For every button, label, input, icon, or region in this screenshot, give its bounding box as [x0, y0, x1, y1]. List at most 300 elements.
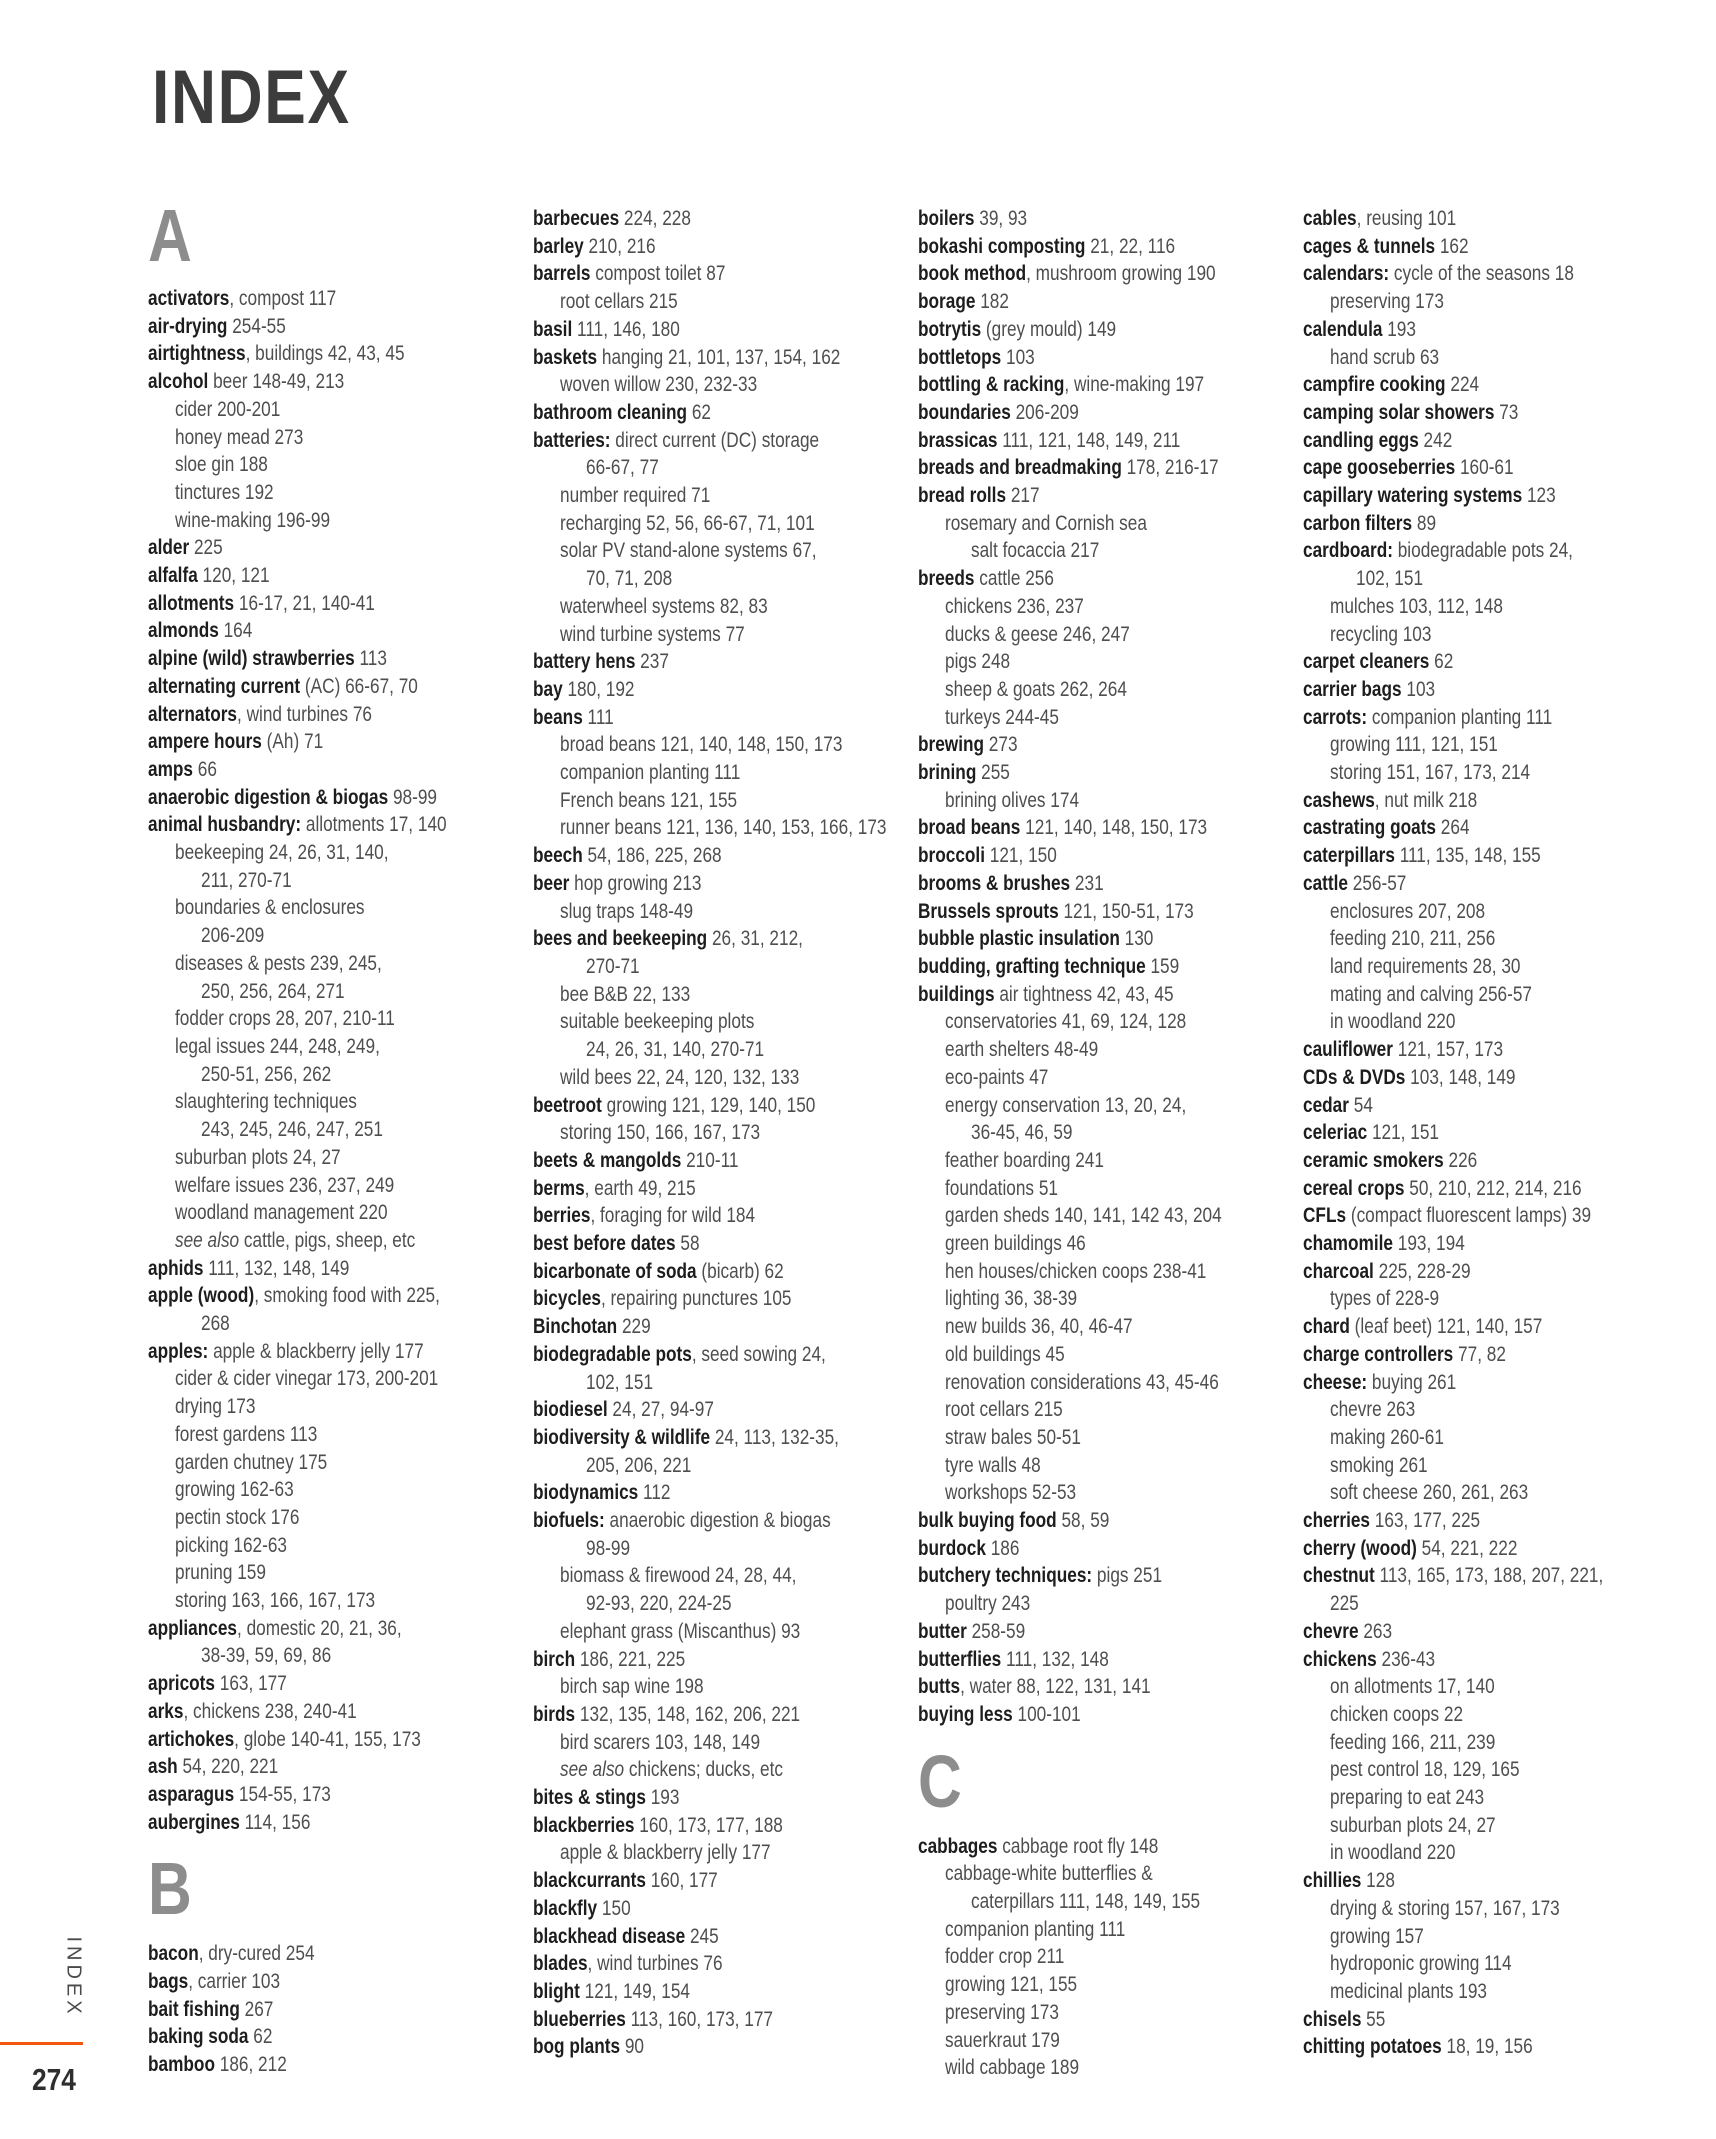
entry-locators: 111, 132, 148 — [1001, 1647, 1109, 1671]
entry-locators: 164 — [218, 619, 253, 643]
entry-locators: rosemary and Cornish sea — [945, 511, 1147, 535]
entry-locators: fodder crop 211 — [945, 1945, 1065, 1969]
entry-headword: allotments — [148, 591, 235, 615]
index-entry — [918, 454, 1234, 482]
index-subentry — [945, 1452, 1239, 1480]
index-subentry — [945, 1341, 1239, 1369]
page-title: INDEX — [152, 55, 351, 140]
entry-headword: barrels — [533, 262, 591, 286]
entry-locators: cattle, pigs, sheep, etc — [239, 1228, 416, 1252]
index-subentry — [971, 1119, 1243, 1147]
entry-headword: alternators — [148, 702, 238, 726]
entry-locators: workshops 52-53 — [945, 1481, 1077, 1505]
index-subentry — [1330, 759, 1624, 787]
entry-headword: charcoal — [1303, 1259, 1374, 1283]
index-subentry — [1330, 1424, 1624, 1452]
entry-locators: land requirements 28, 30 — [1330, 954, 1521, 978]
entry-locators: 114, 156 — [239, 1810, 311, 1834]
index-entry — [533, 1646, 849, 1674]
entry-locators: (AC) 66-67, 70 — [300, 674, 418, 698]
entry-headword: broad beans — [918, 816, 1021, 840]
entry-headword: boundaries — [918, 400, 1011, 424]
index-subentry — [1330, 1895, 1624, 1923]
entry-locators: , nut milk 218 — [1374, 788, 1478, 812]
index-entry — [148, 811, 464, 839]
index-subentry — [945, 1424, 1239, 1452]
index-subentry — [1330, 1839, 1624, 1867]
entry-locators: (leaf beet) 121, 140, 157 — [1349, 1315, 1543, 1339]
entry-headword: apricots — [148, 1672, 215, 1696]
entry-locators: 186, 221, 225 — [575, 1647, 686, 1671]
entry-locators: 178, 216-17 — [1121, 456, 1219, 480]
entry-locators: drying & storing 157, 167, 173 — [1330, 1896, 1560, 1920]
entry-headword: bubble plastic insulation — [918, 927, 1120, 951]
entry-headword: bees and beekeeping — [533, 927, 708, 951]
entry-headword: chitting potatoes — [1303, 2035, 1442, 2059]
index-subentry — [1330, 731, 1624, 759]
entry-locators: medicinal plants 193 — [1330, 1980, 1487, 2003]
entry-locators: number required 71 — [560, 484, 711, 508]
entry-locators: 226 — [1443, 1148, 1478, 1172]
index-subentry — [175, 950, 469, 978]
index-entry — [533, 1258, 849, 1286]
index-subentry — [945, 1036, 1239, 1064]
entry-headword: chamomile — [1303, 1232, 1393, 1256]
index-subentry — [1330, 1285, 1624, 1313]
entry-locators: 111, 135, 148, 155 — [1394, 844, 1541, 868]
entry-headword: campfire cooking — [1303, 373, 1446, 397]
entry-headword: beech — [533, 844, 583, 868]
entry-locators: , carrier 103 — [188, 1970, 281, 1994]
index-subentry — [1330, 898, 1624, 926]
index-entry — [533, 1147, 849, 1175]
entry-locators: 206-209 — [201, 924, 265, 948]
entry-locators: feeding 166, 211, 239 — [1330, 1730, 1496, 1754]
entry-locators: 102, 151 — [1356, 567, 1424, 591]
index-entry — [1303, 427, 1619, 455]
entry-locators: conservatories 41, 69, 124, 128 — [945, 1010, 1187, 1034]
entry-headword: biofuels: — [533, 1509, 605, 1533]
entry-headword: aphids — [148, 1256, 204, 1280]
index-subentry — [586, 1369, 858, 1397]
entry-headword: bottling & racking — [918, 373, 1065, 397]
index-entry — [918, 870, 1234, 898]
index-entry — [918, 1833, 1234, 1861]
entry-locators: suburban plots 24, 27 — [1330, 1813, 1496, 1837]
entry-headword: castrating goats — [1303, 816, 1437, 840]
index-subentry — [201, 867, 473, 895]
index-entry — [918, 288, 1234, 316]
entry-headword: carpet cleaners — [1303, 650, 1430, 674]
entry-locators: , compost 117 — [229, 287, 337, 310]
entry-locators: eco-paints 47 — [945, 1065, 1049, 1089]
entry-locators: 255 — [976, 761, 1010, 785]
entry-locators: cycle of the seasons 18 — [1389, 262, 1574, 286]
entry-headword: breeds — [918, 567, 975, 591]
entry-locators: legal issues 244, 248, 249, — [175, 1034, 380, 1058]
entry-locators: feather boarding 241 — [945, 1148, 1104, 1172]
entry-headword: beets & mangolds — [533, 1148, 682, 1172]
index-entry — [148, 1940, 464, 1968]
entry-locators: smoking 261 — [1330, 1453, 1428, 1477]
entry-locators: 150 — [597, 1896, 631, 1920]
entry-locators: 111 — [582, 705, 614, 729]
index-subentry — [1330, 288, 1624, 316]
index-subentry — [945, 1147, 1239, 1175]
index-subentry — [560, 1562, 854, 1590]
index-subentry — [175, 839, 469, 867]
entry-headword: alcohol — [148, 370, 209, 394]
index-subentry — [945, 704, 1239, 732]
entry-locators: 66-67, 77 — [586, 456, 659, 480]
entry-locators: 193 — [645, 1786, 680, 1810]
entry-locators: 111, 132, 148, 149 — [203, 1256, 350, 1280]
index-entry — [1303, 1618, 1619, 1646]
entry-locators: waterwheel systems 82, 83 — [560, 594, 768, 618]
index-entry — [918, 482, 1234, 510]
index-entry — [533, 1230, 849, 1258]
index-entry — [148, 1809, 464, 1837]
entry-headword: calendula — [1303, 317, 1383, 341]
index-entry — [918, 344, 1234, 372]
entry-locators: , chickens 238, 240-41 — [183, 1699, 357, 1723]
index-entry — [148, 645, 464, 673]
index-subentry — [1330, 953, 1624, 981]
entry-locators: suburban plots 24, 27 — [175, 1145, 341, 1169]
entry-headword: aubergines — [148, 1810, 240, 1834]
entry-headword: butter — [918, 1619, 967, 1643]
index-subentry — [1330, 1784, 1624, 1812]
entry-headword: budding, grafting technique — [918, 954, 1146, 978]
entry-headword: ash — [148, 1755, 178, 1779]
index-subentry — [1330, 1812, 1624, 1840]
index-columns — [148, 194, 1688, 2082]
entry-locators: 236-43 — [1376, 1647, 1436, 1671]
index-entry — [918, 260, 1234, 288]
index-entry — [918, 1535, 1234, 1563]
see-also-label: see also — [175, 1228, 240, 1252]
entry-locators: in woodland 220 — [1330, 1841, 1456, 1865]
index-subentry — [560, 981, 854, 1009]
entry-locators: earth shelters 48-49 — [945, 1038, 1099, 1062]
index-entry — [533, 1812, 849, 1840]
entry-headword: appliances — [148, 1616, 238, 1640]
entry-locators: 54, 186, 225, 268 — [582, 844, 722, 868]
index-subentry — [945, 1230, 1239, 1258]
entry-locators: 210-11 — [681, 1148, 739, 1172]
entry-locators: cabbage-white butterflies & — [945, 1862, 1153, 1886]
entry-locators: 217 — [1006, 484, 1040, 508]
index-subentry — [1330, 1673, 1624, 1701]
entry-headword: battery hens — [533, 650, 636, 674]
entry-headword: butts — [918, 1675, 961, 1699]
entry-locators: 38-39, 59, 69, 86 — [201, 1644, 332, 1668]
index-subentry — [175, 1532, 469, 1560]
entry-locators: poultry 243 — [945, 1592, 1031, 1616]
entry-headword: caterpillars — [1303, 844, 1395, 868]
entry-headword: chillies — [1303, 1869, 1362, 1893]
entry-locators: 211, 270-71 — [201, 868, 292, 892]
index-entry — [148, 756, 464, 784]
entry-locators: caterpillars 111, 148, 149, 155 — [971, 1890, 1201, 1914]
entry-headword: baking soda — [148, 2025, 249, 2049]
entry-headword: bottletops — [918, 345, 1002, 369]
entry-locators: 54, 220, 221 — [177, 1755, 279, 1779]
entry-locators: pruning 159 — [175, 1561, 266, 1585]
entry-locators: hanging 21, 101, 137, 154, 162 — [597, 345, 841, 369]
index-subentry — [1330, 1978, 1624, 2006]
index-subentry — [945, 1202, 1239, 1230]
index-column-3 — [918, 205, 1303, 2082]
index-entry — [1303, 454, 1619, 482]
index-entry — [1303, 1258, 1619, 1286]
index-subentry — [560, 537, 854, 565]
entry-locators: 36-45, 46, 59 — [971, 1121, 1073, 1145]
entry-locators: 180, 192 — [562, 677, 635, 701]
index-entry — [1303, 842, 1619, 870]
entry-locators: 206-209 — [1010, 400, 1079, 424]
entry-locators: storing 151, 167, 173, 214 — [1330, 761, 1531, 785]
entry-headword: bulk buying food — [918, 1509, 1057, 1533]
entry-locators: 163, 177, 225 — [1370, 1509, 1481, 1533]
entry-headword: bathroom cleaning — [533, 400, 688, 424]
entry-locators: tinctures 192 — [175, 480, 274, 504]
entry-locators: enclosures 207, 208 — [1330, 899, 1486, 923]
index-subentry — [945, 1396, 1239, 1424]
index-entry — [918, 953, 1234, 981]
index-entry — [148, 340, 464, 368]
entry-headword: birch — [533, 1647, 576, 1671]
entry-locators: 24, 26, 31, 140, 270-71 — [586, 1038, 765, 1062]
accent-rule — [0, 2042, 83, 2045]
entry-locators: old buildings 45 — [945, 1342, 1065, 1366]
index-subentry — [971, 1888, 1243, 1916]
entry-locators: growing 157 — [1330, 1924, 1424, 1948]
index-subentry — [201, 922, 473, 950]
entry-locators: making 260-61 — [1330, 1425, 1444, 1449]
entry-headword: biodiesel — [533, 1398, 608, 1422]
entry-headword: birds — [533, 1702, 576, 1726]
entry-locators: hydroponic growing 114 — [1330, 1952, 1512, 1976]
entry-locators: bee B&B 22, 133 — [560, 982, 691, 1006]
entry-locators: apple & blackberry jelly 177 — [208, 1339, 424, 1363]
index-subentry — [560, 898, 854, 926]
entry-locators: beekeeping 24, 26, 31, 140, — [175, 841, 389, 865]
index-entry — [148, 784, 464, 812]
entry-locators: (Ah) 71 — [261, 730, 324, 754]
entry-locators: preparing to eat 243 — [1330, 1786, 1485, 1810]
index-entry — [148, 1338, 464, 1366]
index-entry — [148, 2023, 464, 2051]
entry-locators: 39, 93 — [974, 207, 1028, 230]
index-subentry — [175, 1005, 469, 1033]
entry-locators: storing 150, 166, 167, 173 — [560, 1121, 761, 1145]
entry-locators: 193 — [1382, 317, 1416, 341]
entry-headword: cardboard: — [1303, 539, 1393, 563]
index-entry — [148, 562, 464, 590]
index-entry — [533, 704, 849, 732]
entry-locators: mulches 103, 112, 148 — [1330, 594, 1503, 618]
entry-locators: 250-51, 256, 262 — [201, 1062, 332, 1086]
index-entry — [1303, 399, 1619, 427]
entry-headword: brining — [918, 761, 977, 785]
entry-locators: pigs 248 — [945, 650, 1011, 674]
entry-locators: 77, 82 — [1453, 1342, 1506, 1366]
entry-locators: 18, 19, 156 — [1441, 2035, 1533, 2059]
index-entry — [1303, 1313, 1619, 1341]
index-entry — [1303, 1064, 1619, 1092]
entry-headword: Binchotan — [533, 1315, 618, 1339]
entry-locators: biodegradable pots 24, — [1392, 539, 1573, 563]
index-subentry — [945, 2054, 1239, 2082]
entry-headword: alfalfa — [148, 564, 198, 588]
entry-locators: , reusing 101 — [1356, 207, 1457, 230]
entry-locators: , globe 140-41, 155, 173 — [234, 1727, 421, 1751]
entry-locators: cattle 256 — [974, 567, 1054, 591]
index-subentry — [945, 1590, 1239, 1618]
entry-locators: fodder crops 28, 207, 210-11 — [175, 1007, 395, 1031]
index-entry — [918, 233, 1234, 261]
index-subentry — [560, 371, 854, 399]
index-entry — [1303, 2033, 1619, 2061]
entry-headword: biodegradable pots — [533, 1342, 692, 1366]
entry-headword: Brussels sprouts — [918, 899, 1059, 923]
index-entry — [1303, 2006, 1619, 2034]
entry-headword: alder — [148, 536, 190, 560]
entry-headword: breads and breadmaking — [918, 456, 1122, 480]
index-subentry — [971, 537, 1243, 565]
index-entry — [148, 1968, 464, 1996]
entry-headword: butchery techniques: — [918, 1564, 1093, 1588]
entry-locators: 62 — [1429, 650, 1454, 674]
entry-locators: woodland management 220 — [175, 1201, 388, 1225]
entry-locators: chickens; ducks, etc — [624, 1758, 784, 1782]
index-entry — [533, 260, 849, 288]
index-subentry — [945, 593, 1239, 621]
index-subentry — [560, 510, 854, 538]
index-subentry — [175, 1421, 469, 1449]
index-entry — [1303, 1341, 1619, 1369]
entry-locators: , wind turbines 76 — [237, 702, 372, 726]
entry-locators: 54, 221, 222 — [1416, 1536, 1518, 1560]
index-entry — [533, 1923, 849, 1951]
entry-locators: 102, 151 — [586, 1370, 654, 1394]
index-subentry — [586, 1452, 858, 1480]
entry-headword: chickens — [1303, 1647, 1377, 1671]
entry-locators: companion planting 111 — [560, 761, 741, 785]
entry-locators: 263 — [1358, 1619, 1393, 1643]
entry-locators: , smoking food with 225, — [254, 1284, 440, 1308]
entry-locators: tyre walls 48 — [945, 1453, 1041, 1477]
entry-locators: recycling 103 — [1330, 622, 1432, 646]
entry-locators: chickens 236, 237 — [945, 594, 1084, 618]
index-entry — [533, 316, 849, 344]
entry-headword: bacon — [148, 1942, 199, 1966]
entry-locators: 130 — [1119, 927, 1154, 951]
index-subentry — [1330, 1396, 1624, 1424]
entry-locators: 270-71 — [586, 954, 640, 978]
entry-headword: buildings — [918, 982, 995, 1006]
see-also-label: see also — [560, 1758, 625, 1782]
index-entry — [1303, 870, 1619, 898]
index-subentry — [1330, 621, 1624, 649]
entry-locators: 128 — [1361, 1869, 1395, 1893]
entry-headword: butterflies — [918, 1647, 1002, 1671]
index-subentry — [175, 1393, 469, 1421]
entry-locators: 70, 71, 208 — [586, 567, 673, 591]
index-subentry — [945, 1064, 1239, 1092]
index-entry — [1303, 1119, 1619, 1147]
index-subentry — [201, 1310, 473, 1338]
entry-locators: sheep & goats 262, 264 — [945, 677, 1127, 701]
index-entry — [918, 371, 1234, 399]
entry-headword: arks — [148, 1699, 184, 1723]
entry-headword: calendars: — [1303, 262, 1390, 286]
entry-locators: elephant grass (Miscanthus) 93 — [560, 1619, 801, 1643]
index-subentry — [201, 1642, 473, 1670]
index-entry — [1303, 1147, 1619, 1175]
index-entry — [918, 759, 1234, 787]
entry-locators: 243, 245, 246, 247, 251 — [201, 1118, 383, 1142]
index-subentry — [945, 676, 1239, 704]
entry-locators: 160, 173, 177, 188 — [634, 1813, 783, 1837]
entry-locators: wine-making 196-99 — [175, 508, 331, 532]
entry-locators: 225 — [1330, 1592, 1359, 1616]
entry-locators: 26, 31, 212, — [707, 927, 803, 951]
entry-locators: , dry-cured 254 — [198, 1942, 315, 1966]
index-entry — [533, 1507, 849, 1535]
entry-headword: buying less — [918, 1702, 1013, 1726]
entry-locators: 267 — [239, 1997, 274, 2021]
entry-locators: 121, 149, 154 — [579, 1980, 690, 2003]
entry-headword: bokashi composting — [918, 234, 1086, 258]
index-subentry — [945, 621, 1239, 649]
index-entry — [148, 590, 464, 618]
entry-headword: barbecues — [533, 207, 620, 230]
entry-locators: 55 — [1361, 2007, 1386, 2031]
entry-headword: chevre — [1303, 1619, 1359, 1643]
entry-locators: cider & cider vinegar 173, 200-201 — [175, 1367, 439, 1391]
entry-headword: cherry (wood) — [1303, 1536, 1417, 1560]
entry-locators: straw bales 50-51 — [945, 1425, 1081, 1449]
entry-locators: companion planting 111 — [1367, 705, 1553, 729]
entry-headword: amps — [148, 757, 193, 781]
section-letter: B — [148, 1847, 192, 1931]
entry-locators: diseases & pests 239, 245, — [175, 951, 382, 975]
entry-locators: wild cabbage 189 — [945, 2056, 1080, 2080]
entry-locators: 111, 146, 180 — [572, 317, 680, 341]
entry-headword: brooms & brushes — [918, 871, 1071, 895]
entry-locators: 54 — [1348, 1093, 1373, 1117]
entry-locators: , repairing punctures 105 — [600, 1287, 792, 1311]
entry-locators: 113, 160, 173, 177 — [625, 2007, 773, 2031]
entry-locators: 132, 135, 148, 162, 206, 221 — [575, 1702, 801, 1726]
entry-headword: broccoli — [918, 844, 985, 868]
index-subentry — [560, 731, 854, 759]
entry-locators: 160-61 — [1455, 456, 1514, 480]
entry-locators: welfare issues 236, 237, 249 — [175, 1173, 395, 1197]
entry-headword: ceramic smokers — [1303, 1148, 1444, 1172]
index-subentry — [175, 1587, 469, 1615]
entry-locators: 237 — [635, 650, 669, 674]
index-subentry — [560, 1618, 854, 1646]
index-entry — [918, 399, 1234, 427]
index-subentry — [1356, 565, 1628, 593]
index-entry — [1303, 1036, 1619, 1064]
entry-headword: basil — [533, 317, 573, 341]
index-entry — [1303, 1646, 1619, 1674]
entry-locators: birch sap wine 198 — [560, 1675, 704, 1699]
